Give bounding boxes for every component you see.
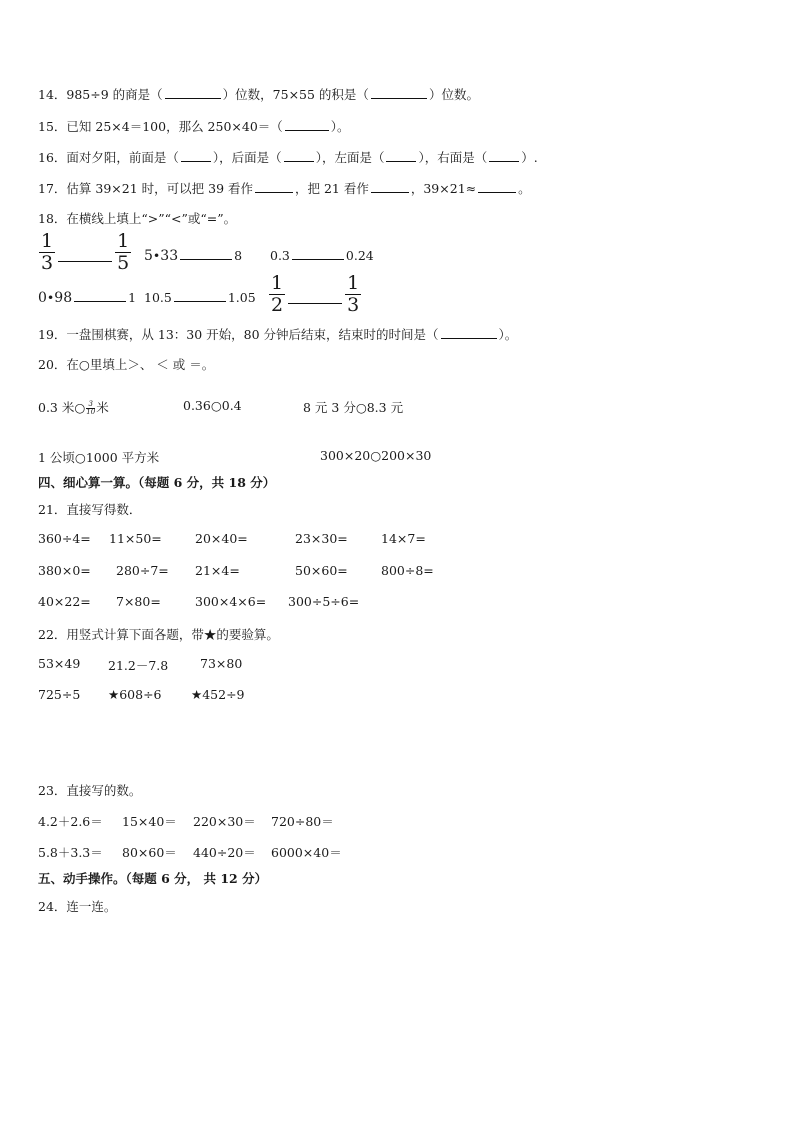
section-5-heading: 五、动手操作。（每题 6 分， 共 12 分） (38, 871, 268, 886)
compare-row-2: 0•98 1 10.5 1.05 $\frac{1}{2}$ $\frac{1}{3}$ (38, 272, 360, 316)
question-18: 18．在横线上填上“>”“<”或“=”。 (38, 211, 237, 226)
q21-row-3: 40×22= 7×80= 300×4×6= 300÷5÷6= (38, 594, 360, 609)
answer-blank[interactable] (386, 147, 416, 162)
circle-compare-row-1: 0.3 米○ $\frac{3}{10}$ 米 0.36○0.4 8 元 3 分○8.3 元 (38, 398, 404, 416)
answer-blank[interactable] (292, 245, 344, 260)
answer-blank[interactable] (478, 178, 516, 193)
answer-blank[interactable] (285, 116, 329, 131)
answer-blank[interactable] (489, 147, 519, 162)
question-15: 15．已知 25×4＝100，那么 250×40＝（ ）。 (38, 116, 350, 135)
q22-row-1: 53×49 21.2－7.8 73×80 (38, 656, 243, 673)
repeating-dot: • (46, 290, 55, 305)
answer-blank[interactable] (284, 147, 314, 162)
q23-row-1: 4.2＋2.6＝ 15×40＝ 220×30＝ 720÷80＝ (38, 814, 334, 829)
answer-blank[interactable] (58, 247, 112, 262)
answer-blank[interactable] (74, 287, 126, 302)
question-19: 19．一盘围棋赛，从 13：30 开始，80 分钟后结束，结束时的时间是（ ）。 (38, 324, 517, 343)
answer-blank[interactable] (165, 84, 221, 99)
question-14: 14．985÷9 的商是（ ）位数，75×55 的积是（ ）位数。 (38, 84, 479, 103)
repeating-dot: • (152, 248, 161, 263)
answer-blank[interactable] (180, 245, 232, 260)
answer-blank[interactable] (371, 178, 409, 193)
answer-blank[interactable] (174, 287, 226, 302)
question-23-title: 23．直接写的数。 (38, 783, 142, 798)
answer-blank[interactable] (288, 289, 342, 304)
compare-row-1: $\frac{1}{3}$ $\frac{1}{5}$ 5•33 8 0.3 0.24 (41, 230, 374, 274)
answer-blank[interactable] (255, 178, 293, 193)
q22-row-2: 725÷5 ★608÷6 ★452÷9 (38, 687, 245, 702)
question-21-title: 21．直接写得数． (38, 502, 142, 517)
answer-blank[interactable] (181, 147, 211, 162)
fraction: $\frac{1}{5}$ (117, 230, 130, 274)
circle-compare-row-2: 1 公顷○1000 平方米 300×20○200×30 (38, 448, 432, 465)
section-4-heading: 四、细心算一算。（每题 6 分，共 18 分） (38, 475, 276, 490)
answer-blank[interactable] (441, 324, 497, 339)
answer-blank[interactable] (371, 84, 427, 99)
question-22-title: 22．用竖式计算下面各题，带★的要验算。 (38, 627, 279, 642)
question-24-title: 24．连一连。 (38, 899, 117, 914)
q23-row-2: 5.8＋3.3＝ 80×60＝ 440÷20＝ 6000×40＝ (38, 845, 342, 860)
q21-row-2: 380×0= 280÷7= 21×4= 50×60= 800÷8= (38, 563, 434, 578)
fraction: $\frac{1}{2}$ (271, 272, 284, 316)
fraction: $\frac{3}{10}$ (86, 400, 96, 416)
question-16: 16．面对夕阳，前面是（ ），后面是（ ），左面是（ ），右面是（ ）. (38, 147, 538, 166)
question-17: 17．估算 39×21 时，可以把 39 看作 ，把 21 看作 ，39×21≈ 。 (38, 178, 531, 197)
fraction: $\frac{1}{3}$ (347, 272, 360, 316)
q21-row-1: 360÷4= 11×50= 20×40= 23×30= 14×7= (38, 531, 426, 546)
question-20: 20．在○里填上＞、 ＜ 或 ＝。 (38, 357, 215, 372)
fraction: $\frac{1}{3}$ (41, 230, 54, 274)
